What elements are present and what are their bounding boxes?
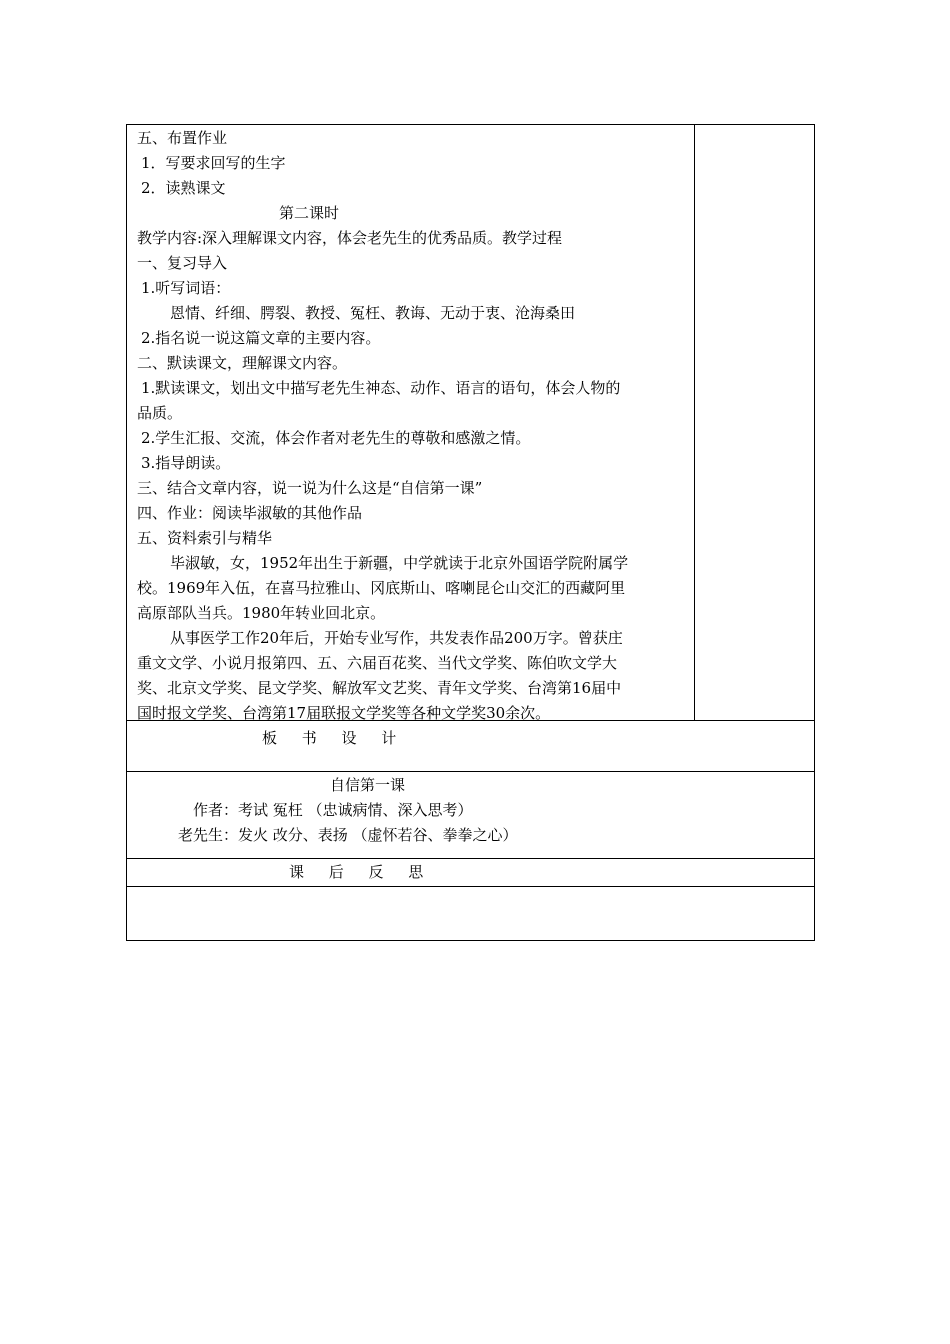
board-design-title: 自信第一课 <box>330 776 406 794</box>
assignment-heading: 五、布置作业 <box>137 129 228 147</box>
lesson-notes-cell <box>695 125 814 721</box>
board-design-heading: 板 书 设 计 <box>262 729 407 747</box>
main-content-prompt: 2.指名说一说这篇文章的主要内容。 <box>141 329 381 347</box>
section-review-heading: 一、复习导入 <box>137 254 228 272</box>
lesson-plan-table <box>126 124 815 941</box>
section-silent-reading-heading: 二、默读课文，理解课文内容。 <box>137 354 348 372</box>
section-homework-heading: 四、作业：阅读毕淑敏的其他作品 <box>137 504 363 522</box>
reflection-heading: 课 后 反 思 <box>289 863 434 881</box>
board-design-teacher-line: 老先生：发火 改分、表扬 （虚怀若谷、拳拳之心） <box>178 826 518 844</box>
teaching-content: 教学内容:深入理解课文内容，体会老先生的优秀品质。教学过程 <box>137 229 563 247</box>
assignment-item-2: 2．读熟课文 <box>141 179 226 197</box>
section-discussion-heading: 三、结合文章内容，说一说为什么这是“自信第一课” <box>137 479 483 497</box>
dictation-words: 恩情、纤细、腭裂、教授、冤枉、教诲、无动于衷、沧海桑田 <box>170 304 576 322</box>
bio-para-1-line-2: 校。1969年入伍，在喜马拉雅山、冈底斯山、喀喇昆仑山交汇的西藏阿里 <box>137 579 626 597</box>
silent-reading-item-2: 2.学生汇报、交流，体会作者对老先生的尊敬和感激之情。 <box>141 429 531 447</box>
bio-para-2-line-4: 国时报文学奖、台湾第17届联报文学奖等各种文学奖30余次。 <box>137 704 551 722</box>
board-design-author-line: 作者：考试 冤枉 （忠诚病情、深入思考） <box>193 801 473 819</box>
section-resources-heading: 五、资料索引与精华 <box>137 529 273 547</box>
reflection-content-area <box>127 887 814 940</box>
board-design-divider <box>127 771 814 772</box>
bio-para-2-line-2: 重文文学、小说月报第四、五、六届百花奖、当代文学奖、陈伯吹文学大 <box>137 654 618 672</box>
assignment-item-1: 1．写要求回写的生字 <box>141 154 286 172</box>
silent-reading-item-3: 3.指导朗读。 <box>141 454 231 472</box>
bio-para-2-line-3: 奖、北京文学奖、昆文学奖、解放军文艺奖、青年文学奖、台湾第16届中 <box>137 679 622 697</box>
second-period-title: 第二课时 <box>279 204 340 222</box>
silent-reading-item-1-cont: 品质。 <box>137 404 183 422</box>
silent-reading-item-1: 1.默读课文，划出文中描写老先生神态、动作、语言的语句，体会人物的 <box>141 379 621 397</box>
bio-para-2-line-1: 从事医学工作20年后，开始专业写作，共发表作品200万字。曾获庄 <box>170 629 623 647</box>
dictation-heading: 1.听写词语： <box>141 279 231 297</box>
reflection-heading-top-divider <box>127 858 814 859</box>
bio-para-1-line-3: 高原部队当兵。1980年转业回北京。 <box>137 604 386 622</box>
bio-para-1-line-1: 毕淑敏，女，1952年出生于新疆，中学就读于北京外国语学院附属学 <box>170 554 629 572</box>
